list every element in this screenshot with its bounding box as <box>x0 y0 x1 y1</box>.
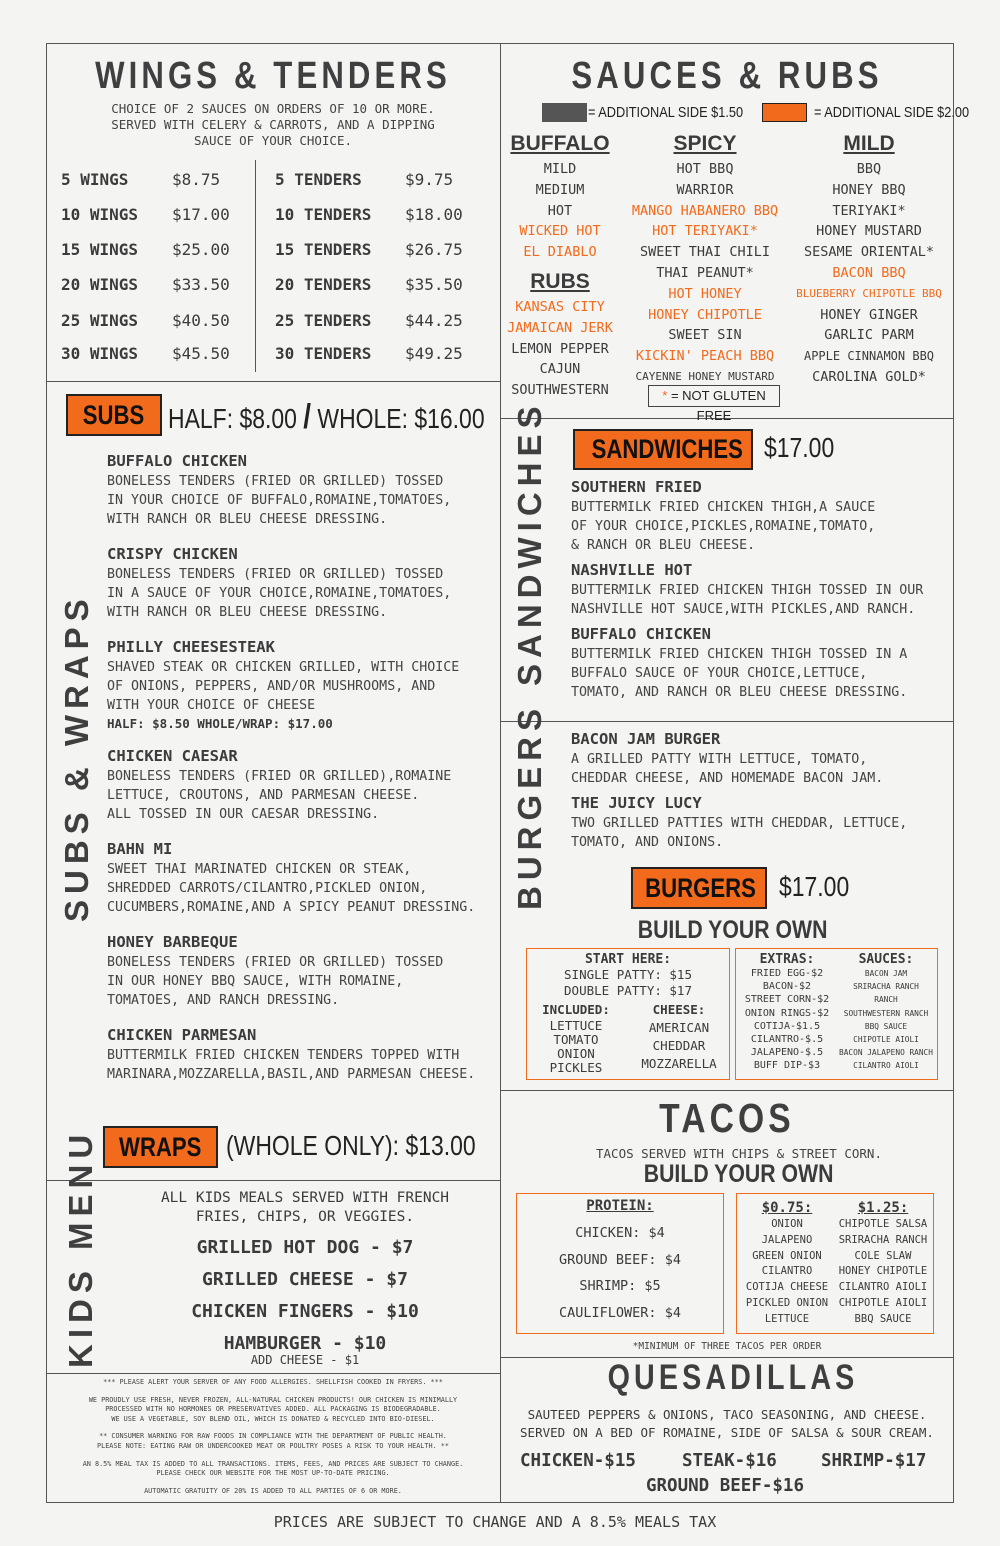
sauce-item: HONEY GINGER <box>820 306 918 323</box>
sauce-item: SOUTHWESTERN <box>511 382 609 399</box>
sandwich-item-list <box>571 478 951 702</box>
topping-item: PICKLED ONION <box>745 1296 829 1309</box>
wings-title: WINGS & TENDERS <box>95 55 451 97</box>
burgers-price: $17.00 <box>779 871 850 902</box>
burger-sauce-item: CILANTRO AIOLI <box>853 1061 919 1071</box>
extras-item: ONION RINGS-$2 <box>744 1007 830 1019</box>
menu-item-desc: A GRILLED PATTY WITH LETTUCE, TOMATO, <box>571 752 868 767</box>
menu-item-desc: IN YOUR CHOICE OF BUFFALO,ROMAINE,TOMATOES, <box>107 493 452 508</box>
included-head: INCLUDED: <box>542 1002 610 1017</box>
start-item: SINGLE PATTY: $15 <box>564 967 692 982</box>
sauce-item: CAYENNE HONEY MUSTARD <box>635 369 775 383</box>
mild-heading: MILD <box>843 132 895 155</box>
menu-item-desc: SHREDDED CARROTS/CILANTRO,PICKLED ONION, <box>107 881 428 896</box>
menu-item-desc: BUTTERMILK FRIED CHICKEN THIGH TOSSED IN OUR <box>571 583 924 598</box>
wings-price: $40.50 <box>172 311 230 330</box>
sauce-item: HONEY MUSTARD <box>816 223 922 240</box>
toppings-075-head: $0.75: <box>761 1200 813 1216</box>
included-item: LETTUCE <box>549 1018 603 1033</box>
sandwiches-badge-label: SANDWICHES <box>591 434 743 464</box>
burger-sauces-col <box>834 952 938 1073</box>
menu-item-desc: BUTTERMILK FRIED CHICKEN THIGH TOSSED IN A <box>571 647 908 662</box>
menu-item-desc: LETTUCE, CROUTONS, AND PARMESAN CHEESE. <box>107 788 420 803</box>
toppings-125-col <box>833 1199 933 1328</box>
toppings-075-col <box>737 1199 837 1328</box>
wings-size: 30 WINGS <box>61 344 139 363</box>
tax-note: AN 8.5% MEAL TAX IS ADDED TO ALL TRANSACTIONS. ITEMS, FEES, AND PRICES ARE SUBJECT TO CHANGE. <box>82 1459 464 1468</box>
menu-item-name: BACON JAM BURGER <box>571 730 721 748</box>
buffalo-column <box>505 131 615 401</box>
divider-wings-subs <box>46 381 500 382</box>
sauce-item: LEMON PEPPER <box>511 340 609 357</box>
menu-item <box>571 730 951 788</box>
menu-item-name: BUFFALO CHICKEN <box>571 625 711 643</box>
divider-subs-kids <box>46 1180 500 1181</box>
tenders-price: $18.00 <box>405 205 463 224</box>
quesadilla-steak: STEAK-$16 <box>682 1451 777 1471</box>
topping-item: HONEY CHIPOTLE <box>838 1265 928 1278</box>
wings-subtitle <box>46 101 500 149</box>
sauce-item: BLUEBERRY CHIPOTLE BBQ <box>796 286 942 300</box>
footer-note: PRICES ARE SUBJECT TO CHANGE AND A 8.5% MEALS TAX <box>273 1513 717 1531</box>
tacos-title: TACOS <box>659 1095 795 1141</box>
gluten-note <box>648 385 780 423</box>
sauce-item: APPLE CINNAMON BBQ <box>803 349 935 364</box>
wings-tenders-divider <box>255 160 256 372</box>
wings-size: 20 WINGS <box>61 275 139 294</box>
menu-item <box>107 638 497 731</box>
menu-item-name: CHICKEN PARMESAN <box>107 1026 257 1044</box>
menu-item <box>571 794 951 852</box>
subs-price-half: HALF: $8.00 <box>168 403 297 434</box>
subs-item-list <box>107 452 497 1084</box>
menu-item-name: HONEY BARBEQUE <box>107 933 238 951</box>
menu-item-desc: MARINARA,MOZZARELLA,BASIL,AND PARMESAN CHEESE. <box>107 1067 476 1082</box>
menu-item <box>107 545 497 622</box>
menu-item-name: CRISPY CHICKEN <box>107 545 238 563</box>
kids-item: CHICKEN FINGERS - $10 <box>191 1301 419 1322</box>
menu-item-desc: CUCUMBERS,ROMAINE,AND A SPICY PEANUT DRESSING. <box>107 900 476 915</box>
sauce-item: HONEY BBQ <box>832 181 906 198</box>
subs-badge <box>66 394 162 436</box>
menu-item-extra: HALF: $8.50 WHOLE/WRAP: $17.00 <box>107 716 333 731</box>
topping-item: SRIRACHA RANCH <box>838 1233 928 1246</box>
burger-sauce-item: CHIPOTLE AIOLI <box>853 1035 919 1045</box>
protein-item: CAULIFLOWER: $4 <box>559 1304 681 1321</box>
quesadillas-section <box>500 1358 966 1398</box>
menu-item-name: SOUTHERN FRIED <box>571 478 702 496</box>
sauce-item: MANGO HABANERO BBQ <box>631 202 779 219</box>
topping-item: CHIPOTLE SALSA <box>838 1218 928 1230</box>
sauces-title: SAUCES & RUBS <box>571 55 883 97</box>
topping-item: COLE SLAW <box>854 1249 912 1262</box>
tenders-size: 25 TENDERS <box>275 311 372 330</box>
fresh-note: PROCESSED WITH NO HORMONES OR PRESERVATIVES ADDED. ALL PACKAGING IS BIODEGRADABLE. <box>105 1405 441 1414</box>
topping-item: CILANTRO <box>761 1265 813 1278</box>
wings-size: 10 WINGS <box>61 205 139 224</box>
menu-item <box>107 1026 497 1084</box>
wings-price: $33.50 <box>172 275 230 294</box>
wings-price: $45.50 <box>172 344 230 363</box>
sauce-item: GARLIC PARM <box>824 327 914 344</box>
kids-item: HAMBURGER - $10 <box>223 1333 387 1354</box>
tacos-build-title <box>500 1160 978 1189</box>
wings-price: $25.00 <box>172 240 230 259</box>
menu-item <box>107 747 497 824</box>
burger-sauce-item: SRIRACHA RANCH <box>853 982 919 992</box>
tenders-size: 5 TENDERS <box>275 170 362 189</box>
fresh-note: WE PROUDLY USE FRESH, NEVER FROZEN, ALL-NATURAL CHICKEN PRODUCTS! OUR CHICKEN IS MINIMALLY <box>88 1395 458 1404</box>
raw-note: PLEASE NOTE: EATING RAW OR UNDERCOOKED MEAT OR POULTRY POSES A RISK TO YOUR HEALTH. ** <box>97 1441 449 1450</box>
sauce-item: SESAME ORIENTAL* <box>803 244 935 261</box>
sauce-item: SWEET SIN <box>668 327 742 344</box>
wraps-badge-label: WRAPS <box>119 1132 202 1162</box>
burger-sauce-item: SOUTHWESTERN RANCH <box>843 1008 929 1018</box>
cheese-head: CHEESE: <box>652 1002 706 1017</box>
quesadillas-desc <box>500 1406 954 1441</box>
wings-price: $8.75 <box>172 170 221 189</box>
wings-size: 25 WINGS <box>61 311 139 330</box>
subs-price-slash: / <box>303 398 312 436</box>
rubs-heading: RUBS <box>530 269 590 293</box>
wraps-badge <box>103 1126 218 1168</box>
menu-item-desc: TOMATO, AND RANCH OR BLEU CHEESE DRESSING. <box>571 685 908 700</box>
wraps-price: (WHOLE ONLY): $13.00 <box>226 1130 476 1161</box>
extras-item: BUFF DIP-$3 <box>753 1060 821 1072</box>
burgers-side-title: BURGERS <box>511 702 548 910</box>
topping-item: BBQ SAUCE <box>854 1312 912 1325</box>
menu-item-desc: BONELESS TENDERS (FRIED OR GRILLED) TOSSED <box>107 567 444 582</box>
kids-items <box>110 1232 500 1360</box>
raw-note: ** CONSUMER WARNING FOR RAW FOODS IN COMPLIANCE WITH THE DEPARTMENT OF PUBLIC HEALTH. <box>99 1432 447 1441</box>
sauce-item: KANSAS CITY <box>515 298 605 315</box>
sauce-item: BBQ <box>856 161 882 177</box>
cheese-col <box>631 1003 727 1073</box>
burger-sauce-item: BACON JAM <box>864 969 908 978</box>
sauce-item: CAJUN <box>539 361 581 378</box>
extras-item: STREET CORN-$2 <box>744 994 830 1006</box>
menu-item <box>107 452 497 529</box>
tacos-minimum-note: *MINIMUM OF THREE TACOS PER ORDER <box>632 1341 822 1352</box>
kids-intro <box>110 1189 500 1227</box>
menu-item <box>571 561 951 619</box>
menu-item-desc: SHAVED STEAK OR CHICKEN GRILLED, WITH CHOICE <box>107 660 460 675</box>
menu-item <box>107 840 497 917</box>
extras-item: COTIJA-$1.5 <box>753 1020 821 1032</box>
legend-orange-text: = ADDITIONAL SIDE $2.00 <box>814 104 970 121</box>
subs-badge-label: SUBS <box>83 400 145 430</box>
menu-item <box>571 478 951 555</box>
menu-item-desc: SWEET THAI MARINATED CHICKEN OR STEAK, <box>107 862 412 877</box>
wings-subtitle-line: CHOICE OF 2 SAUCES ON ORDERS OF 10 OR MORE. <box>111 101 435 116</box>
kids-intro-line: ALL KIDS MEALS SERVED WITH FRENCH <box>160 1190 450 1206</box>
menu-item-desc: BONELESS TENDERS (FRIED OR GRILLED) TOSSED <box>107 955 444 970</box>
tenders-size: 20 TENDERS <box>275 275 372 294</box>
extras-item: FRIED EGG-$2 <box>750 968 824 979</box>
sauce-item: WICKED HOT <box>519 223 601 240</box>
sauce-item: KICKIN' PEACH BBQ <box>635 348 775 365</box>
menu-item-desc: ALL TOSSED IN OUR CAESAR DRESSING. <box>107 807 380 822</box>
divider-burgers-tacos <box>500 1090 954 1091</box>
protein-head: PROTEIN: <box>586 1198 654 1214</box>
menu-item-desc: BONELESS TENDERS (FRIED OR GRILLED) TOSSED <box>107 474 444 489</box>
menu-item-name: CHICKEN CAESAR <box>107 747 238 765</box>
quesadilla-ground-beef: GROUND BEEF-$16 <box>645 1476 805 1496</box>
menu-item <box>107 933 497 1010</box>
kids-item: GRILLED HOT DOG - $7 <box>196 1237 414 1258</box>
gluten-note-star: * <box>662 388 668 403</box>
tenders-size: 10 TENDERS <box>275 205 372 224</box>
legend-orange-swatch <box>762 103 807 122</box>
wings-price: $17.00 <box>172 205 230 224</box>
quesadillas-desc-line: SERVED ON A BED OF ROMAINE, SIDE OF SALSA & SOUR CREAM. <box>520 1424 934 1440</box>
wings-subtitle-line: SERVED WITH CELERY & CARROTS, AND A DIPPING <box>111 117 435 132</box>
subs-price <box>168 398 485 437</box>
start-item: DOUBLE PATTY: $17 <box>564 983 692 998</box>
topping-item: JALAPENO <box>761 1233 813 1246</box>
sauce-item: HOT BBQ <box>676 161 734 177</box>
menu-item-desc: CHEDDAR CHEESE, AND HOMEMADE BACON JAM. <box>571 771 884 786</box>
burger-addons-box <box>735 948 938 1080</box>
menu-item-desc: BUTTERMILK FRIED CHICKEN TENDERS TOPPED WITH <box>107 1048 460 1063</box>
sauce-item: HOT <box>547 202 573 219</box>
menu-item-desc: WITH YOUR CHOICE OF CHEESE <box>107 698 316 713</box>
kids-side-title: KIDS MENU <box>62 1128 99 1368</box>
burger-sauces-head: SAUCES: <box>858 952 914 967</box>
sauce-item: CAROLINA GOLD* <box>812 368 926 385</box>
tenders-size: 30 TENDERS <box>275 344 372 363</box>
quesadilla-shrimp: SHRIMP-$17 <box>821 1451 927 1471</box>
tacos-build-title-text: BUILD YOUR OWN <box>644 1160 834 1188</box>
allergy-note: *** PLEASE ALERT YOUR SERVER OF ANY FOOD ALLERGIES. SHELLFISH COOKED IN FRYERS. *** <box>103 1378 443 1386</box>
menu-item <box>571 625 951 702</box>
topping-item: CILANTRO AIOLI <box>838 1281 928 1294</box>
sauce-item: HOT HONEY <box>668 285 742 302</box>
tenders-size: 15 TENDERS <box>275 240 372 259</box>
tenders-price: $35.50 <box>405 275 463 294</box>
burger-item-list <box>571 730 951 852</box>
quesadilla-chicken: CHICKEN-$15 <box>520 1451 636 1471</box>
menu-item-desc: NASHVILLE HOT SAUCE,WITH PICKLES,AND RANCH. <box>571 602 916 617</box>
gratuity-note: AUTOMATIC GRATUITY OF 20% IS ADDED TO ALL PARTIES OF 6 OR MORE. <box>144 1486 402 1495</box>
burger-base-box <box>526 948 730 1080</box>
taco-protein-box <box>516 1193 724 1334</box>
toppings-125-head: $1.25: <box>857 1200 909 1216</box>
subs-wraps-side-title: SUBS & WRAPS <box>58 593 95 922</box>
kids-add-cheese: ADD CHEESE - $1 <box>250 1353 360 1367</box>
buffalo-heading: BUFFALO <box>510 132 610 155</box>
wings-size: 5 WINGS <box>61 170 129 189</box>
topping-item: COTIJA CHEESE <box>745 1281 829 1294</box>
sandwiches-price: $17.00 <box>764 432 835 463</box>
topping-item: ONION <box>771 1218 803 1230</box>
taco-toppings-box <box>736 1193 934 1334</box>
menu-item-desc: BUFFALO SAUCE OF YOUR CHOICE,LETTUCE, <box>571 666 868 681</box>
menu-item-desc: IN A SAUCE OF YOUR CHOICE,ROMAINE,TOMATOES, <box>107 586 452 601</box>
spicy-column <box>620 131 790 388</box>
topping-item: GREEN ONION <box>752 1249 822 1262</box>
sandwiches-side-title: SANDWICHES <box>511 400 548 686</box>
included-item: PICKLES <box>549 1060 603 1075</box>
burgers-badge <box>631 867 767 909</box>
sauce-item: THAI PEANUT* <box>656 264 754 281</box>
divider-kids-notes <box>46 1373 500 1374</box>
cheese-item: AMERICAN <box>648 1020 710 1035</box>
menu-item-desc: OF ONIONS, PEPPERS, AND/OR MUSHROOMS, AND <box>107 679 436 694</box>
protein-item: SHRIMP: $5 <box>579 1278 661 1294</box>
burger-sauce-item: BBQ SAUCE <box>864 1021 908 1031</box>
burgers-build-title <box>500 916 966 945</box>
menu-item-name: BUFFALO CHICKEN <box>107 452 247 470</box>
sauce-item: BACON BBQ <box>832 264 906 281</box>
included-item: TOMATO <box>553 1032 599 1047</box>
sandwiches-badge <box>573 429 753 470</box>
sauce-item: JAMAICAN JERK <box>507 319 613 336</box>
wings-subtitle-line: SAUCE OF YOUR CHOICE. <box>193 133 353 148</box>
menu-item-name: BAHN MI <box>107 840 173 858</box>
burgers-badge-label: BURGERS <box>645 873 756 903</box>
sauce-item: HONEY CHIPOTLE <box>648 306 762 323</box>
center-divider <box>500 43 501 1503</box>
sauce-item: WARRIOR <box>676 181 734 198</box>
mild-column <box>790 131 948 388</box>
start-head: START HERE: <box>584 952 672 967</box>
quesadillas-desc-line: SAUTEED PEPPERS & ONIONS, TACO SEASONING, AND CHEESE. <box>527 1407 927 1422</box>
burger-sauce-item: RANCH <box>874 995 898 1005</box>
cheese-item: CHEDDAR <box>652 1038 706 1053</box>
wings-size: 15 WINGS <box>61 240 139 259</box>
menu-item-desc: WITH RANCH OR BLEU CHEESE DRESSING. <box>107 605 388 620</box>
extras-item: JALAPENO-$.5 <box>750 1047 824 1059</box>
topping-item: CHIPOTLE AIOLI <box>838 1296 928 1309</box>
sauce-item: TERIYAKI* <box>832 202 906 219</box>
extras-col <box>738 952 836 1073</box>
tacos-section <box>500 1095 954 1142</box>
subs-price-whole: WHOLE: $16.00 <box>317 403 485 434</box>
extras-head: EXTRAS: <box>759 952 815 967</box>
protein-item: GROUND BEEF: $4 <box>559 1251 681 1268</box>
menu-item-desc: & RANCH OR BLEU CHEESE. <box>571 538 756 553</box>
sauce-item: SWEET THAI CHILI <box>639 244 771 261</box>
menu-item-desc: WITH RANCH OR BLEU CHEESE DRESSING. <box>107 512 388 527</box>
sauce-item: MILD <box>543 161 577 177</box>
wings-section <box>46 55 500 98</box>
menu-item-name: NASHVILLE HOT <box>571 561 693 579</box>
menu-item-desc: TOMATOES, AND RANCH DRESSING. <box>107 993 340 1008</box>
notes-block <box>46 1378 500 1496</box>
quesadillas-title: QUESADILLAS <box>607 1358 859 1397</box>
topping-item: LETTUCE <box>764 1312 810 1325</box>
gluten-note-text: = NOT GLUTEN FREE <box>667 388 766 423</box>
tax-note: PLEASE CHECK OUR WEBSITE FOR THE MOST UP-TO-DATE PRICING. <box>156 1469 390 1478</box>
extras-item: BACON-$2 <box>762 981 812 993</box>
sauces-section <box>500 55 954 98</box>
included-col <box>531 1003 621 1075</box>
extras-item: CILANTRO-$.5 <box>750 1034 824 1046</box>
legend-dark-swatch <box>542 103 587 122</box>
sauce-item: MEDIUM <box>535 181 585 198</box>
tacos-subtitle: TACOS SERVED WITH CHIPS & STREET CORN. <box>596 1146 882 1161</box>
tenders-price: $9.75 <box>405 170 454 189</box>
kids-intro-line: FRIES, CHIPS, OR VEGGIES. <box>195 1209 415 1225</box>
tenders-price: $26.75 <box>405 240 463 259</box>
menu-item-desc: TWO GRILLED PATTIES WITH CHEDDAR, LETTUCE, <box>571 816 908 831</box>
tenders-price: $44.25 <box>405 311 463 330</box>
fresh-note: WE USE A VEGETABLE, SOY BLEND OIL, WHICH IS DONATED & RECYCLED INTO BIO-DIESEL. <box>111 1414 435 1423</box>
menu-item-desc: TOMATO, AND ONIONS. <box>571 835 724 850</box>
divider-sandwiches-burgers <box>500 721 954 722</box>
spicy-heading: SPICY <box>673 132 737 155</box>
cheese-item: MOZZARELLA <box>641 1056 717 1071</box>
menu-item-name: THE JUICY LUCY <box>571 794 702 812</box>
kids-item: GRILLED CHEESE - $7 <box>202 1269 408 1290</box>
menu-item-desc: BONELESS TENDERS (FRIED OR GRILLED),ROMAINE <box>107 769 452 784</box>
sauce-item: HOT TERIYAKI* <box>652 223 758 240</box>
included-item: ONION <box>557 1046 595 1061</box>
burgers-build-title-text: BUILD YOUR OWN <box>638 916 828 944</box>
menu-item-name: PHILLY CHEESESTEAK <box>107 638 275 656</box>
menu-item-desc: IN OUR HONEY BBQ SAUCE, WITH ROMAINE, <box>107 974 404 989</box>
menu-item-desc: BUTTERMILK FRIED CHICKEN THIGH,A SAUCE <box>571 500 876 515</box>
menu-item-desc: OF YOUR CHOICE,PICKLES,ROMAINE,TOMATO, <box>571 519 876 534</box>
tenders-price: $49.25 <box>405 344 463 363</box>
burger-sauce-item: BACON JALAPENO RANCH <box>839 1048 933 1058</box>
legend-dark-text: = ADDITIONAL SIDE $1.50 <box>588 104 744 121</box>
sauce-item: EL DIABLO <box>523 244 597 261</box>
protein-item: CHICKEN: $4 <box>575 1225 665 1241</box>
